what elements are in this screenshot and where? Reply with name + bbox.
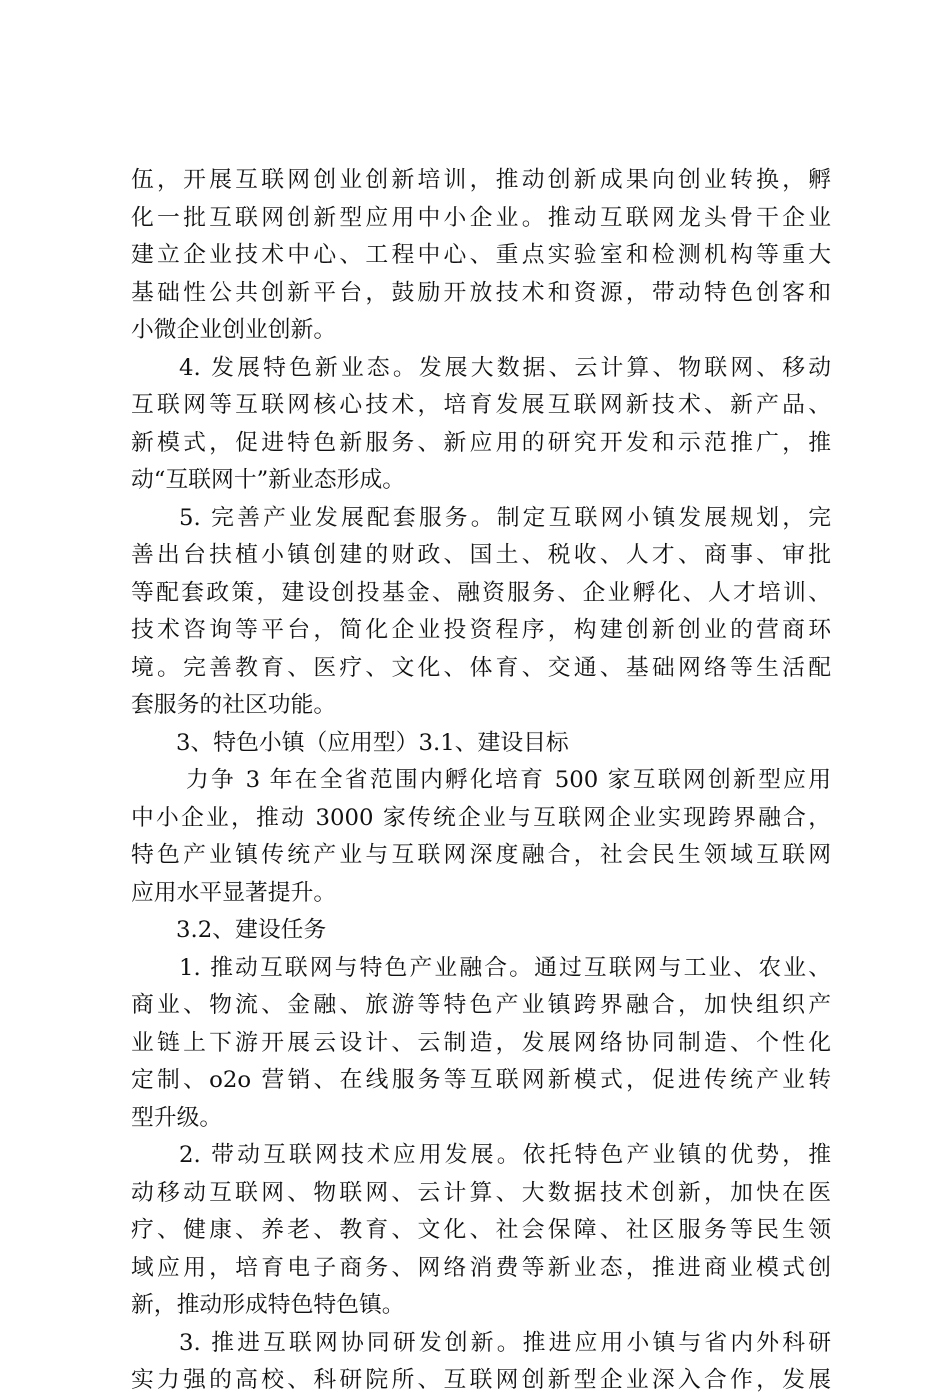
- text-line: 2. 带动互联网技术应用发展。依托特色产业镇的优势，推: [179, 1142, 831, 1168]
- text-line: 特色产业镇传统产业与互联网深度融合，社会民生领域互联网: [131, 842, 831, 868]
- text-line: 套服务的社区功能。: [131, 692, 337, 718]
- text-line: 互联网等互联网核心技术，培育发展互联网新技术、新产品、: [131, 392, 831, 418]
- text-line: 5. 完善产业发展配套服务。制定互联网小镇发展规划，完: [179, 504, 831, 531]
- text-line: 型升级。: [131, 1104, 223, 1131]
- text-line: 化一批互联网创新型应用中小企业。推动互联网龙头骨干企业: [131, 204, 831, 231]
- text-line: 伍，开展互联网创业创新培训，推动创新成果向创业转换，孵: [131, 167, 831, 193]
- section-heading: 3、特色小镇（应用型）3.1、建设目标: [176, 729, 569, 756]
- text-line: 境。完善教育、医疗、文化、体育、交通、基础网络等生活配: [131, 654, 831, 681]
- text-line: 基础性公共创新平台，鼓励开放技术和资源，带动特色创客和: [131, 279, 831, 306]
- text-line: 1. 推动互联网与特色产业融合。通过互联网与工业、农业、: [179, 954, 831, 981]
- text-line: 商业、物流、金融、旅游等特色产业镇跨界融合，加快组织产: [131, 992, 831, 1018]
- text-line: 定制、o2o 营销、在线服务等互联网新模式，促进传统产业转: [131, 1067, 831, 1093]
- text-line: 技术咨询等平台，简化企业投资程序，构建创新创业的营商环: [131, 617, 831, 643]
- text-line: 疗、健康、养老、教育、文化、社会保障、社区服务等民生领: [131, 1217, 831, 1243]
- text-line: 中小企业，推动 3000 家传统企业与互联网企业实现跨界融合，: [131, 804, 831, 831]
- text-line: 善出台扶植小镇创建的财政、国土、税收、人才、商事、审批: [131, 542, 831, 568]
- text-line: 4. 发展特色新业态。发展大数据、云计算、物联网、移动: [179, 354, 831, 381]
- text-line: 新模式，促进特色新服务、新应用的研究开发和示范推广，推: [131, 429, 831, 456]
- text-line: 应用水平显著提升。: [131, 879, 337, 906]
- text-line: 实力强的高校、科研院所、互联网创新型企业深入合作，发展: [131, 1367, 831, 1393]
- text-line: 业链上下游开展云设计、云制造，发展网络协同制造、个性化: [131, 1029, 831, 1056]
- text-line: 新，推动形成特色特色镇。: [131, 1292, 405, 1318]
- text-line: 力争 3 年在全省范围内孵化培育 500 家互联网创新型应用: [186, 767, 831, 793]
- text-line: 建立企业技术中心、工程中心、重点实验室和检测机构等重大: [131, 242, 831, 268]
- text-line: 动移动互联网、物联网、云计算、大数据技术创新，加快在医: [131, 1179, 831, 1206]
- text-line: 3. 推进互联网协同研发创新。推进应用小镇与省内外科研: [179, 1329, 831, 1356]
- section-heading: 3.2、建设任务: [176, 917, 327, 943]
- text-line: 域应用，培育电子商务、网络消费等新业态，推进商业模式创: [131, 1254, 831, 1281]
- text-line: 等配套政策，建设创投基金、融资服务、企业孵化、人才培训、: [131, 579, 831, 606]
- text-line: 动“互联网十”新业态形成。: [131, 467, 406, 493]
- document-body: [131, 162, 831, 1400]
- text-line: 小微企业创业创新。: [131, 317, 337, 343]
